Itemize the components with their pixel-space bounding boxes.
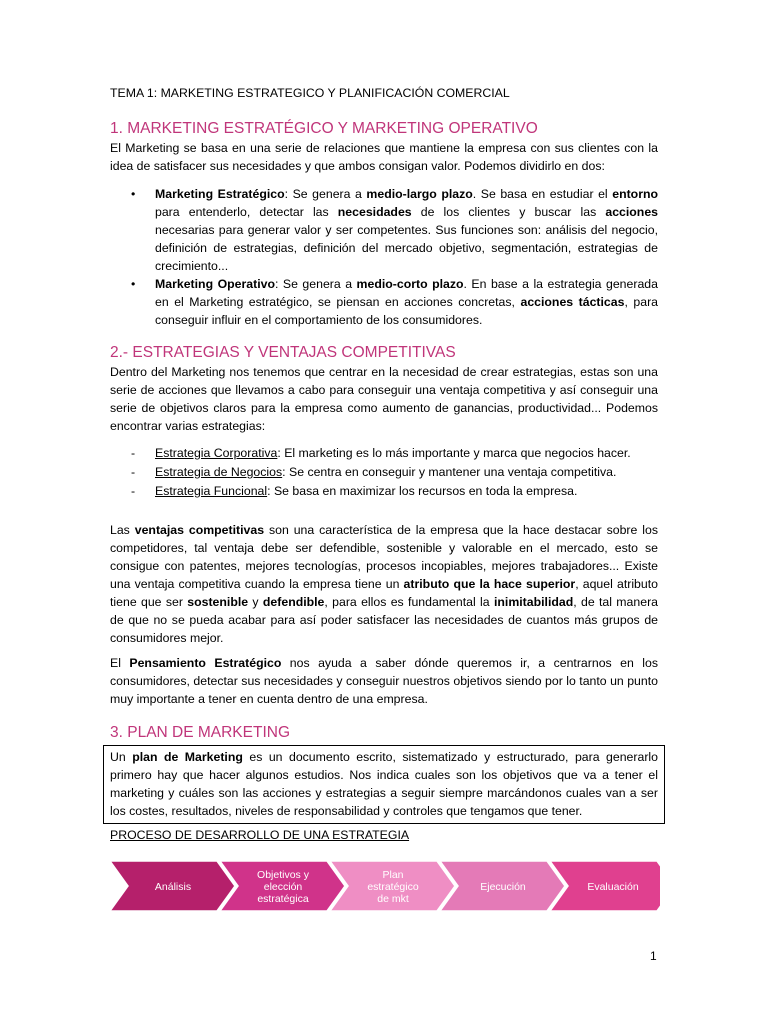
section1-bullet-list (110, 185, 658, 329)
process-title: PROCESO DE DESARROLLO DE UNA ESTRATEGIA (110, 828, 410, 842)
document-title: TEMA 1: MARKETING ESTRATEGICO Y PLANIFICACIÓN COMERCIAL (110, 86, 510, 100)
bullet-icon: • (131, 277, 136, 291)
process-step (220, 861, 345, 911)
process-step-label: estratégica (257, 893, 309, 905)
strategies-list (110, 444, 658, 501)
process-chevron-diagram (110, 861, 660, 911)
process-step-label: Plan (382, 869, 404, 881)
strategy-item: - Estrategia Corporativa: El marketing es lo más importante y marca que negocios hacer. (131, 446, 631, 460)
plan-definition-box (103, 745, 665, 824)
bullet-term: Marketing Operativo (155, 277, 275, 291)
strategy-item: - Estrategia de Negocios: Se centra en conseguir y mantener una ventaja competitiva. (131, 465, 617, 479)
plan-definition-text: Un plan de Marketing es un documento escrito, sistematizado y estructurado, para generarlo primero hay que hacer algunos estudios. Nos indica cuales son los objetivos que va a tener el marketing y cuáles son las acciones y estrategias a seguir siempre marcándonos cuales van a ser los costes, resultados, niveles de responsabilidad y controles que tengamos que tener. (110, 750, 658, 818)
process-step (330, 861, 455, 911)
section1-intro: El Marketing se basa en una serie de relaciones que mantiene la empresa con sus clientes con la idea de satisfacer sus necesidades y que ambos consigan valor. Podemos dividirlo en dos: (110, 141, 658, 173)
process-step-label: de mkt (377, 893, 409, 905)
process-step (440, 861, 565, 911)
process-step (110, 861, 235, 911)
section1-heading: 1. MARKETING ESTRATÉGICO Y MARKETING OPERATIVO (110, 120, 538, 137)
bullet-icon: • (131, 187, 136, 201)
process-step (550, 861, 660, 911)
bullet-term: Marketing Estratégico (155, 187, 285, 201)
process-step-label: Objetivos y (257, 869, 309, 881)
pensamiento-paragraph: El Pensamiento Estratégico nos ayuda a saber dónde queremos ir, a centrarnos en los consumidores, detectar sus necesidades y conseguir nuestros objetivos siendo por lo tanto un punto muy importante a tener en cuenta dentro de una empresa. (110, 656, 658, 706)
page-number: 1 (650, 949, 657, 963)
section2-heading: 2.- ESTRATEGIAS Y VENTAJAS COMPETITIVAS (110, 344, 456, 361)
process-step-label: estratégico (367, 881, 419, 893)
section3-heading: 3. PLAN DE MARKETING (110, 724, 291, 741)
ventajas-paragraph: Las ventajas competitivas son una característica de la empresa que la hace destacar sobre los competidores, tal ventaja debe ser defendible, sostenible y valorable en el mercado, esto se consigue con patentes, mejores tecnologías, procesos incopiables, mejores trabajadores... Existe una ventaja competitiva cuando la empresa tiene un atributo que la hace superior, aquel atributo tiene que ser sostenible y defendible, para ellos es fundamental la inimitabilidad, de tal manera de que no se pueda acabar para así poder satisfacer las necesidades de cuantos más grupos de consumidores mejor. (110, 523, 659, 645)
section2-intro: Dentro del Marketing nos tenemos que centrar en la necesidad de crear estrategias, estas son una serie de acciones que llevamos a cabo para conseguir una ventaja competitiva y así conseguir una serie de objetivos claros para la empresa como aumento de ganancias, productividad... Podemos encontrar varias estrategias: (110, 365, 658, 433)
bullet-item-operativo: • Marketing Operativo: Se genera a medio-corto plazo. En base a la estrategia generada en el Marketing estratégico, se piensan en acciones concretas, acciones tácticas, para conseguir influir en el comportamiento de los consumidores. (131, 277, 659, 327)
process-step-label: Ejecución (480, 881, 526, 893)
process-step-label: Evaluación (587, 881, 639, 893)
bullet-item-estrategico: • Marketing Estratégico: Se genera a medio-largo plazo. Se basa en estudiar el entorno para entenderlo, detectar las necesidades de los clientes y buscar las acciones necesarias para generar valor y ser competentes. Sus funciones son: análisis del negocio, definición de estrategias, definición del mercado objetivo, segmentación, estrategias de crecimiento... (131, 187, 658, 273)
process-step-label: elección (263, 881, 303, 893)
process-step-label: Análisis (154, 881, 192, 893)
strategy-item: - Estrategia Funcional: Se basa en maximizar los recursos en toda la empresa. (131, 484, 578, 498)
